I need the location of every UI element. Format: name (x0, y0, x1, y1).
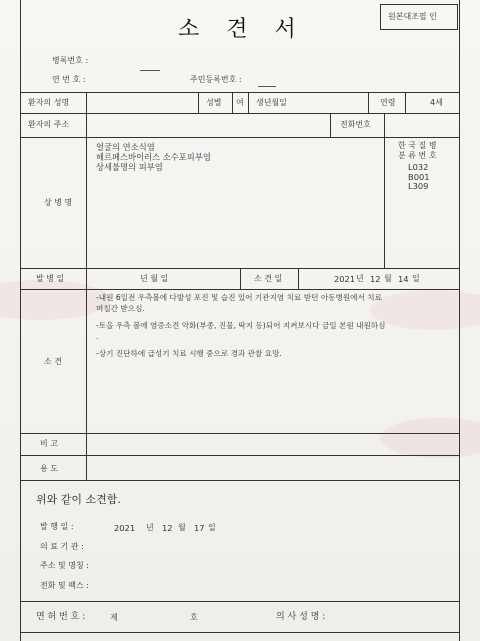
column-line (330, 113, 331, 137)
patient-address-label: 환자의 주소 (28, 120, 70, 129)
diagnosis-line: 얼굴의 연소식염 (96, 142, 155, 152)
stamp-label: 원본대조필 인 (388, 12, 437, 21)
exam-year-unit: 년 (356, 274, 364, 283)
exam-year: 2021 (334, 274, 356, 284)
resident-number-line (258, 86, 276, 87)
age-value: 4세 (430, 98, 443, 107)
column-line (240, 268, 241, 289)
doctor-name-label: 의 사 성 명 : (276, 612, 326, 622)
opinion-text: . (96, 332, 99, 341)
opinion-text: -내원 6일전 우측볼에 다발성 포진 및 습진 있어 기관지염 치료 받던 아동병원에서 치료 (96, 293, 382, 302)
age-label: 연령 (380, 98, 396, 107)
resident-number-label: 주민등록번호 : (190, 75, 242, 84)
disease-code-header: 분 류 번 호 (398, 151, 437, 160)
column-line (248, 92, 249, 113)
license-prefix: 제 (110, 613, 118, 622)
diagnosis-line: 헤르페스바이러스 소수포피부염 (96, 152, 211, 162)
institution-phone-label: 전화 및 팩스 : (40, 581, 89, 590)
institution-label: 의 료 기 관 : (40, 542, 84, 551)
column-line (368, 92, 369, 113)
serial-number-label: 연 번 호 : (52, 75, 86, 84)
disease-code: L309 (408, 181, 429, 191)
exam-month: 12 (370, 274, 381, 284)
column-line (384, 113, 385, 137)
sex-value: 여 (236, 98, 244, 107)
diagnosis-label: 상 병 명 (44, 198, 73, 207)
issue-month: 12 (162, 523, 173, 533)
column-line (232, 92, 233, 113)
opinion-text: -토을 우측 볼에 염증소견 악화(부종, 진물, 딱지 등)되어 지켜보시다 금일 본원 내원하심 (96, 321, 386, 330)
exam-date-label: 소 견 일 (254, 274, 283, 283)
license-number-label: 면 허 번 호 : (36, 612, 86, 622)
footer-line (20, 601, 460, 602)
column-line (405, 92, 406, 113)
sex-label: 성별 (206, 98, 222, 107)
row-line (20, 480, 460, 481)
phone-label: 전화번호 (340, 120, 371, 129)
opinion-text: 며칠간 받으심. (96, 304, 145, 313)
column-line (198, 92, 199, 113)
exam-day-unit: 일 (412, 274, 420, 283)
opinion-label: 소 견 (44, 357, 62, 366)
onset-label: 발 병 일 (36, 274, 65, 283)
issue-day-unit: 일 (208, 523, 216, 532)
ward-number-line (140, 70, 160, 71)
dob-label: 생년월일 (256, 98, 287, 107)
column-line (384, 137, 385, 268)
diagnosis-line: 상세불명의 피부염 (96, 162, 163, 172)
issue-year-unit: 년 (146, 523, 154, 532)
opinion-text: -상기 진단하에 급성기 치료 시행 중으로 경과 관찰 요망. (96, 349, 282, 358)
onset-date: 년 월 일 (140, 274, 169, 283)
column-line (298, 268, 299, 289)
issue-year: 2021 (114, 523, 136, 533)
patient-name-label: 환자의 성명 (28, 98, 70, 107)
disease-code: B001 (408, 172, 430, 182)
license-suffix: 호 (190, 613, 198, 622)
disease-code: L032 (408, 162, 429, 172)
statement-text: 위와 같이 소견함. (36, 493, 121, 506)
document-title: 소 견 서 (178, 17, 306, 42)
institution-address-label: 주소 및 명칭 : (40, 561, 89, 570)
ward-number-label: 병록번호 : (52, 56, 89, 65)
footer-bottom-line (20, 632, 460, 633)
issue-month-unit: 월 (178, 523, 186, 532)
issue-date-label: 발 행 일 : (40, 522, 74, 531)
remarks-label: 비 고 (40, 439, 58, 448)
purpose-label: 용 도 (40, 464, 58, 473)
exam-day: 14 (398, 274, 409, 284)
issue-day: 17 (194, 523, 205, 533)
exam-month-unit: 월 (384, 274, 392, 283)
disease-code-header: 한 국 질 병 (398, 141, 437, 150)
label-column-line (86, 92, 87, 480)
